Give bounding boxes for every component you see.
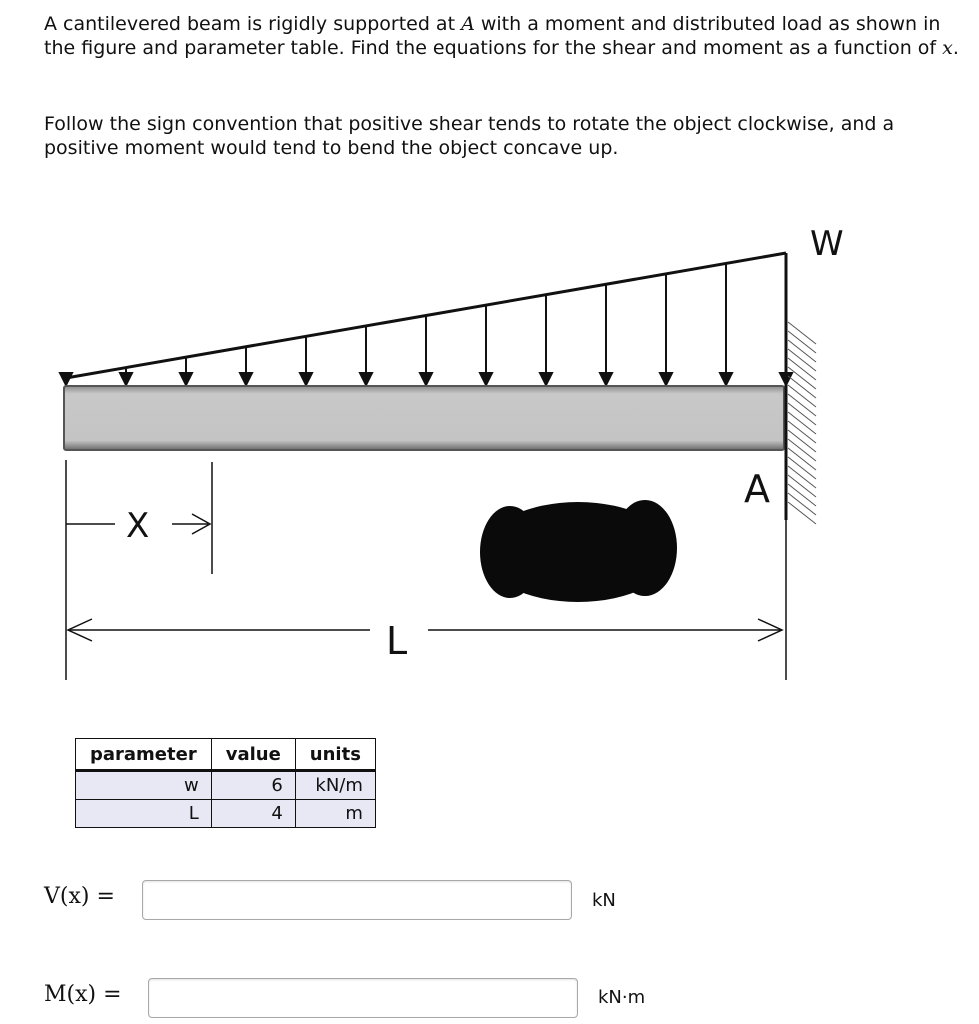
load-arrow-head xyxy=(420,373,432,385)
hatch-line xyxy=(788,502,816,524)
support-label: A xyxy=(744,467,770,511)
load-arrow-head xyxy=(240,373,252,385)
hatch-line xyxy=(788,403,816,425)
hatch-line xyxy=(788,331,816,353)
value-cell: 6 xyxy=(211,771,295,800)
wall-hatching xyxy=(788,322,816,524)
load-arrow-head xyxy=(660,373,672,385)
hatch-line xyxy=(788,466,816,488)
support-symbol: A xyxy=(461,13,475,35)
hatch-line xyxy=(788,340,816,362)
value-cell: 4 xyxy=(211,800,295,828)
parameter-cell: w xyxy=(76,771,212,800)
redacted-scribble xyxy=(480,500,677,602)
table-row xyxy=(76,771,376,800)
length-label: L xyxy=(386,619,408,663)
hatch-line xyxy=(788,349,816,371)
header-units: units xyxy=(295,739,375,771)
hatch-line xyxy=(788,484,816,506)
hatch-line xyxy=(788,421,816,443)
units-cell: m xyxy=(295,800,375,828)
load-arrow-head xyxy=(720,373,732,385)
units-cell: kN/m xyxy=(295,771,375,800)
variable-symbol: x xyxy=(942,37,953,59)
hatch-line xyxy=(788,358,816,380)
hatch-line xyxy=(788,394,816,416)
beam-diagram xyxy=(0,210,979,690)
problem-statement xyxy=(44,12,959,60)
parameter-cell: L xyxy=(76,800,212,828)
hatch-line xyxy=(788,322,816,344)
load-arrow-head xyxy=(540,373,552,385)
load-arrow-head xyxy=(60,373,72,385)
load-arrow-head xyxy=(600,373,612,385)
header-value: value xyxy=(211,739,295,771)
load-arrow-head xyxy=(480,373,492,385)
problem-text-2: with a moment and distributed load as shown in the figure and parameter table. Find the equations for the shear and moment as a function of xyxy=(44,13,943,59)
sign-convention-text: Follow the sign convention that positive shear tends to rotate the object clockwise, and a positive moment would tend to bend the object concave up. xyxy=(44,113,895,159)
load-arrow-head xyxy=(180,373,192,385)
problem-text-3: . xyxy=(952,37,959,59)
load-arrow-head xyxy=(300,373,312,385)
hatch-line xyxy=(788,448,816,470)
load-label: W xyxy=(810,224,844,264)
hatch-line xyxy=(788,376,816,398)
load-arrows xyxy=(60,253,792,385)
moment-answer-input[interactable] xyxy=(148,978,578,1018)
hatch-line xyxy=(788,493,816,515)
moment-unit: kN·m xyxy=(598,987,646,1008)
problem-text-1: A cantilevered beam is rigidly supported at xyxy=(44,13,462,35)
table-header-row xyxy=(76,739,376,771)
x-arrow xyxy=(172,514,210,534)
parameter-table xyxy=(75,738,376,828)
x-label: X xyxy=(126,506,150,546)
shear-answer-input[interactable] xyxy=(142,880,572,920)
hatch-line xyxy=(788,475,816,497)
hatch-line xyxy=(788,439,816,461)
beam xyxy=(64,386,784,450)
hatch-line xyxy=(788,430,816,452)
load-arrow-head xyxy=(360,373,372,385)
moment-equation-label: M(x) = xyxy=(44,982,122,1007)
hatch-line xyxy=(788,457,816,479)
shear-unit: kN xyxy=(592,890,616,911)
hatch-line xyxy=(788,385,816,407)
table-row xyxy=(76,800,376,828)
shear-equation-label: V(x) = xyxy=(44,884,115,909)
load-arrow-head xyxy=(120,373,132,385)
header-parameter: parameter xyxy=(76,739,212,771)
hatch-line xyxy=(788,412,816,434)
length-dimension xyxy=(68,619,782,641)
hatch-line xyxy=(788,367,816,389)
